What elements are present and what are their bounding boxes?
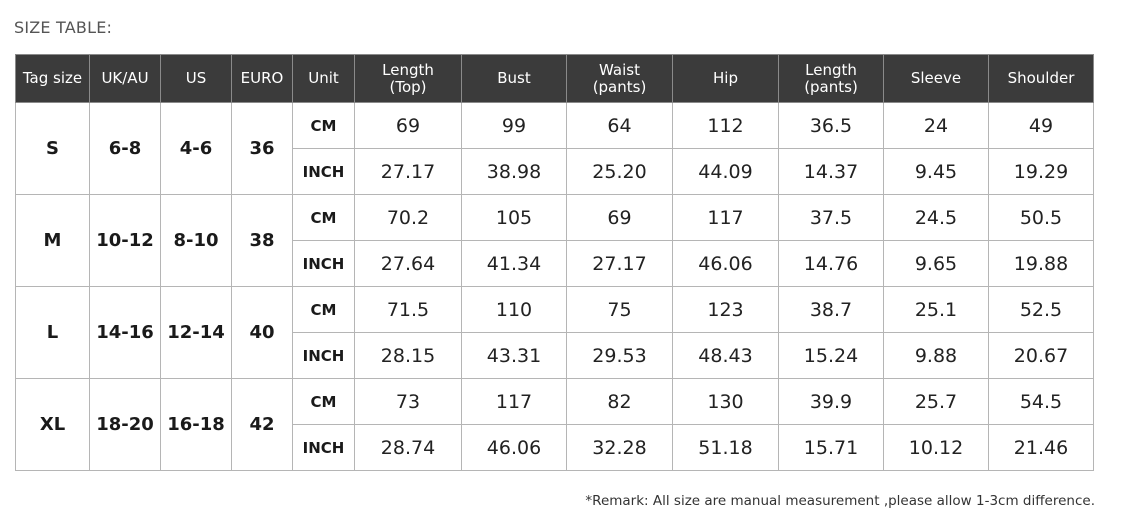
length-pants-cell: 39.9 bbox=[779, 379, 884, 425]
waist-cell: 75 bbox=[567, 287, 673, 333]
tag-size-cell: M bbox=[16, 195, 90, 287]
page-title: SIZE TABLE: bbox=[14, 18, 113, 37]
hip-cell: 51.18 bbox=[673, 425, 779, 471]
uk-au-cell: 14-16 bbox=[90, 287, 161, 379]
bust-cell: 38.98 bbox=[462, 149, 567, 195]
bust-cell: 105 bbox=[462, 195, 567, 241]
waist-cell: 69 bbox=[567, 195, 673, 241]
shoulder-cell: 19.29 bbox=[989, 149, 1094, 195]
column-header-hip: Hip bbox=[673, 55, 779, 103]
column-header-unit: Unit bbox=[293, 55, 355, 103]
shoulder-cell: 54.5 bbox=[989, 379, 1094, 425]
unit-cell: INCH bbox=[293, 425, 355, 471]
shoulder-cell: 49 bbox=[989, 103, 1094, 149]
length-pants-cell: 15.71 bbox=[779, 425, 884, 471]
sleeve-cell: 24 bbox=[884, 103, 989, 149]
bust-cell: 99 bbox=[462, 103, 567, 149]
sleeve-cell: 9.65 bbox=[884, 241, 989, 287]
us-cell: 4-6 bbox=[161, 103, 232, 195]
unit-cell: CM bbox=[293, 103, 355, 149]
column-header-shoulder: Shoulder bbox=[989, 55, 1094, 103]
length-pants-cell: 14.76 bbox=[779, 241, 884, 287]
hip-cell: 123 bbox=[673, 287, 779, 333]
hip-cell: 46.06 bbox=[673, 241, 779, 287]
length-pants-cell: 36.5 bbox=[779, 103, 884, 149]
length-pants-cell: 37.5 bbox=[779, 195, 884, 241]
shoulder-cell: 52.5 bbox=[989, 287, 1094, 333]
length-top-cell: 28.15 bbox=[355, 333, 462, 379]
column-header-euro: EURO bbox=[232, 55, 293, 103]
length-top-cell: 27.17 bbox=[355, 149, 462, 195]
waist-cell: 25.20 bbox=[567, 149, 673, 195]
unit-cell: INCH bbox=[293, 333, 355, 379]
column-header-length-top: Length (Top) bbox=[355, 55, 462, 103]
unit-cell: CM bbox=[293, 379, 355, 425]
length-pants-cell: 15.24 bbox=[779, 333, 884, 379]
length-pants-cell: 14.37 bbox=[779, 149, 884, 195]
tag-size-cell: L bbox=[16, 287, 90, 379]
sleeve-cell: 9.88 bbox=[884, 333, 989, 379]
sleeve-cell: 25.7 bbox=[884, 379, 989, 425]
length-top-cell: 73 bbox=[355, 379, 462, 425]
waist-cell: 64 bbox=[567, 103, 673, 149]
column-header-length-pants: Length (pants) bbox=[779, 55, 884, 103]
unit-cell: CM bbox=[293, 287, 355, 333]
hip-cell: 44.09 bbox=[673, 149, 779, 195]
column-header-bust: Bust bbox=[462, 55, 567, 103]
length-top-cell: 27.64 bbox=[355, 241, 462, 287]
sleeve-cell: 9.45 bbox=[884, 149, 989, 195]
length-top-cell: 70.2 bbox=[355, 195, 462, 241]
uk-au-cell: 6-8 bbox=[90, 103, 161, 195]
waist-cell: 27.17 bbox=[567, 241, 673, 287]
table-row bbox=[16, 103, 1094, 149]
tag-size-cell: XL bbox=[16, 379, 90, 471]
euro-cell: 38 bbox=[232, 195, 293, 287]
uk-au-cell: 18-20 bbox=[90, 379, 161, 471]
column-header-tag-size: Tag size bbox=[16, 55, 90, 103]
bust-cell: 41.34 bbox=[462, 241, 567, 287]
us-cell: 16-18 bbox=[161, 379, 232, 471]
shoulder-cell: 19.88 bbox=[989, 241, 1094, 287]
column-header-sleeve: Sleeve bbox=[884, 55, 989, 103]
bust-cell: 110 bbox=[462, 287, 567, 333]
table-row bbox=[16, 287, 1094, 333]
bust-cell: 43.31 bbox=[462, 333, 567, 379]
waist-cell: 32.28 bbox=[567, 425, 673, 471]
shoulder-cell: 21.46 bbox=[989, 425, 1094, 471]
sleeve-cell: 10.12 bbox=[884, 425, 989, 471]
waist-cell: 29.53 bbox=[567, 333, 673, 379]
hip-cell: 130 bbox=[673, 379, 779, 425]
us-cell: 12-14 bbox=[161, 287, 232, 379]
remark-note: *Remark: All size are manual measurement ,please allow 1-3cm difference. bbox=[585, 493, 1095, 509]
shoulder-cell: 50.5 bbox=[989, 195, 1094, 241]
uk-au-cell: 10-12 bbox=[90, 195, 161, 287]
unit-cell: INCH bbox=[293, 149, 355, 195]
length-top-cell: 69 bbox=[355, 103, 462, 149]
unit-cell: INCH bbox=[293, 241, 355, 287]
column-header-waist-pants: Waist (pants) bbox=[567, 55, 673, 103]
hip-cell: 48.43 bbox=[673, 333, 779, 379]
euro-cell: 42 bbox=[232, 379, 293, 471]
bust-cell: 117 bbox=[462, 379, 567, 425]
length-top-cell: 71.5 bbox=[355, 287, 462, 333]
length-pants-cell: 38.7 bbox=[779, 287, 884, 333]
header-row bbox=[16, 55, 1094, 103]
length-top-cell: 28.74 bbox=[355, 425, 462, 471]
column-header-uk-au: UK/AU bbox=[90, 55, 161, 103]
shoulder-cell: 20.67 bbox=[989, 333, 1094, 379]
hip-cell: 117 bbox=[673, 195, 779, 241]
table-row bbox=[16, 379, 1094, 425]
hip-cell: 112 bbox=[673, 103, 779, 149]
column-header-us: US bbox=[161, 55, 232, 103]
sleeve-cell: 25.1 bbox=[884, 287, 989, 333]
table-row bbox=[16, 195, 1094, 241]
tag-size-cell: S bbox=[16, 103, 90, 195]
euro-cell: 36 bbox=[232, 103, 293, 195]
size-table bbox=[15, 54, 1094, 471]
euro-cell: 40 bbox=[232, 287, 293, 379]
bust-cell: 46.06 bbox=[462, 425, 567, 471]
unit-cell: CM bbox=[293, 195, 355, 241]
us-cell: 8-10 bbox=[161, 195, 232, 287]
sleeve-cell: 24.5 bbox=[884, 195, 989, 241]
waist-cell: 82 bbox=[567, 379, 673, 425]
